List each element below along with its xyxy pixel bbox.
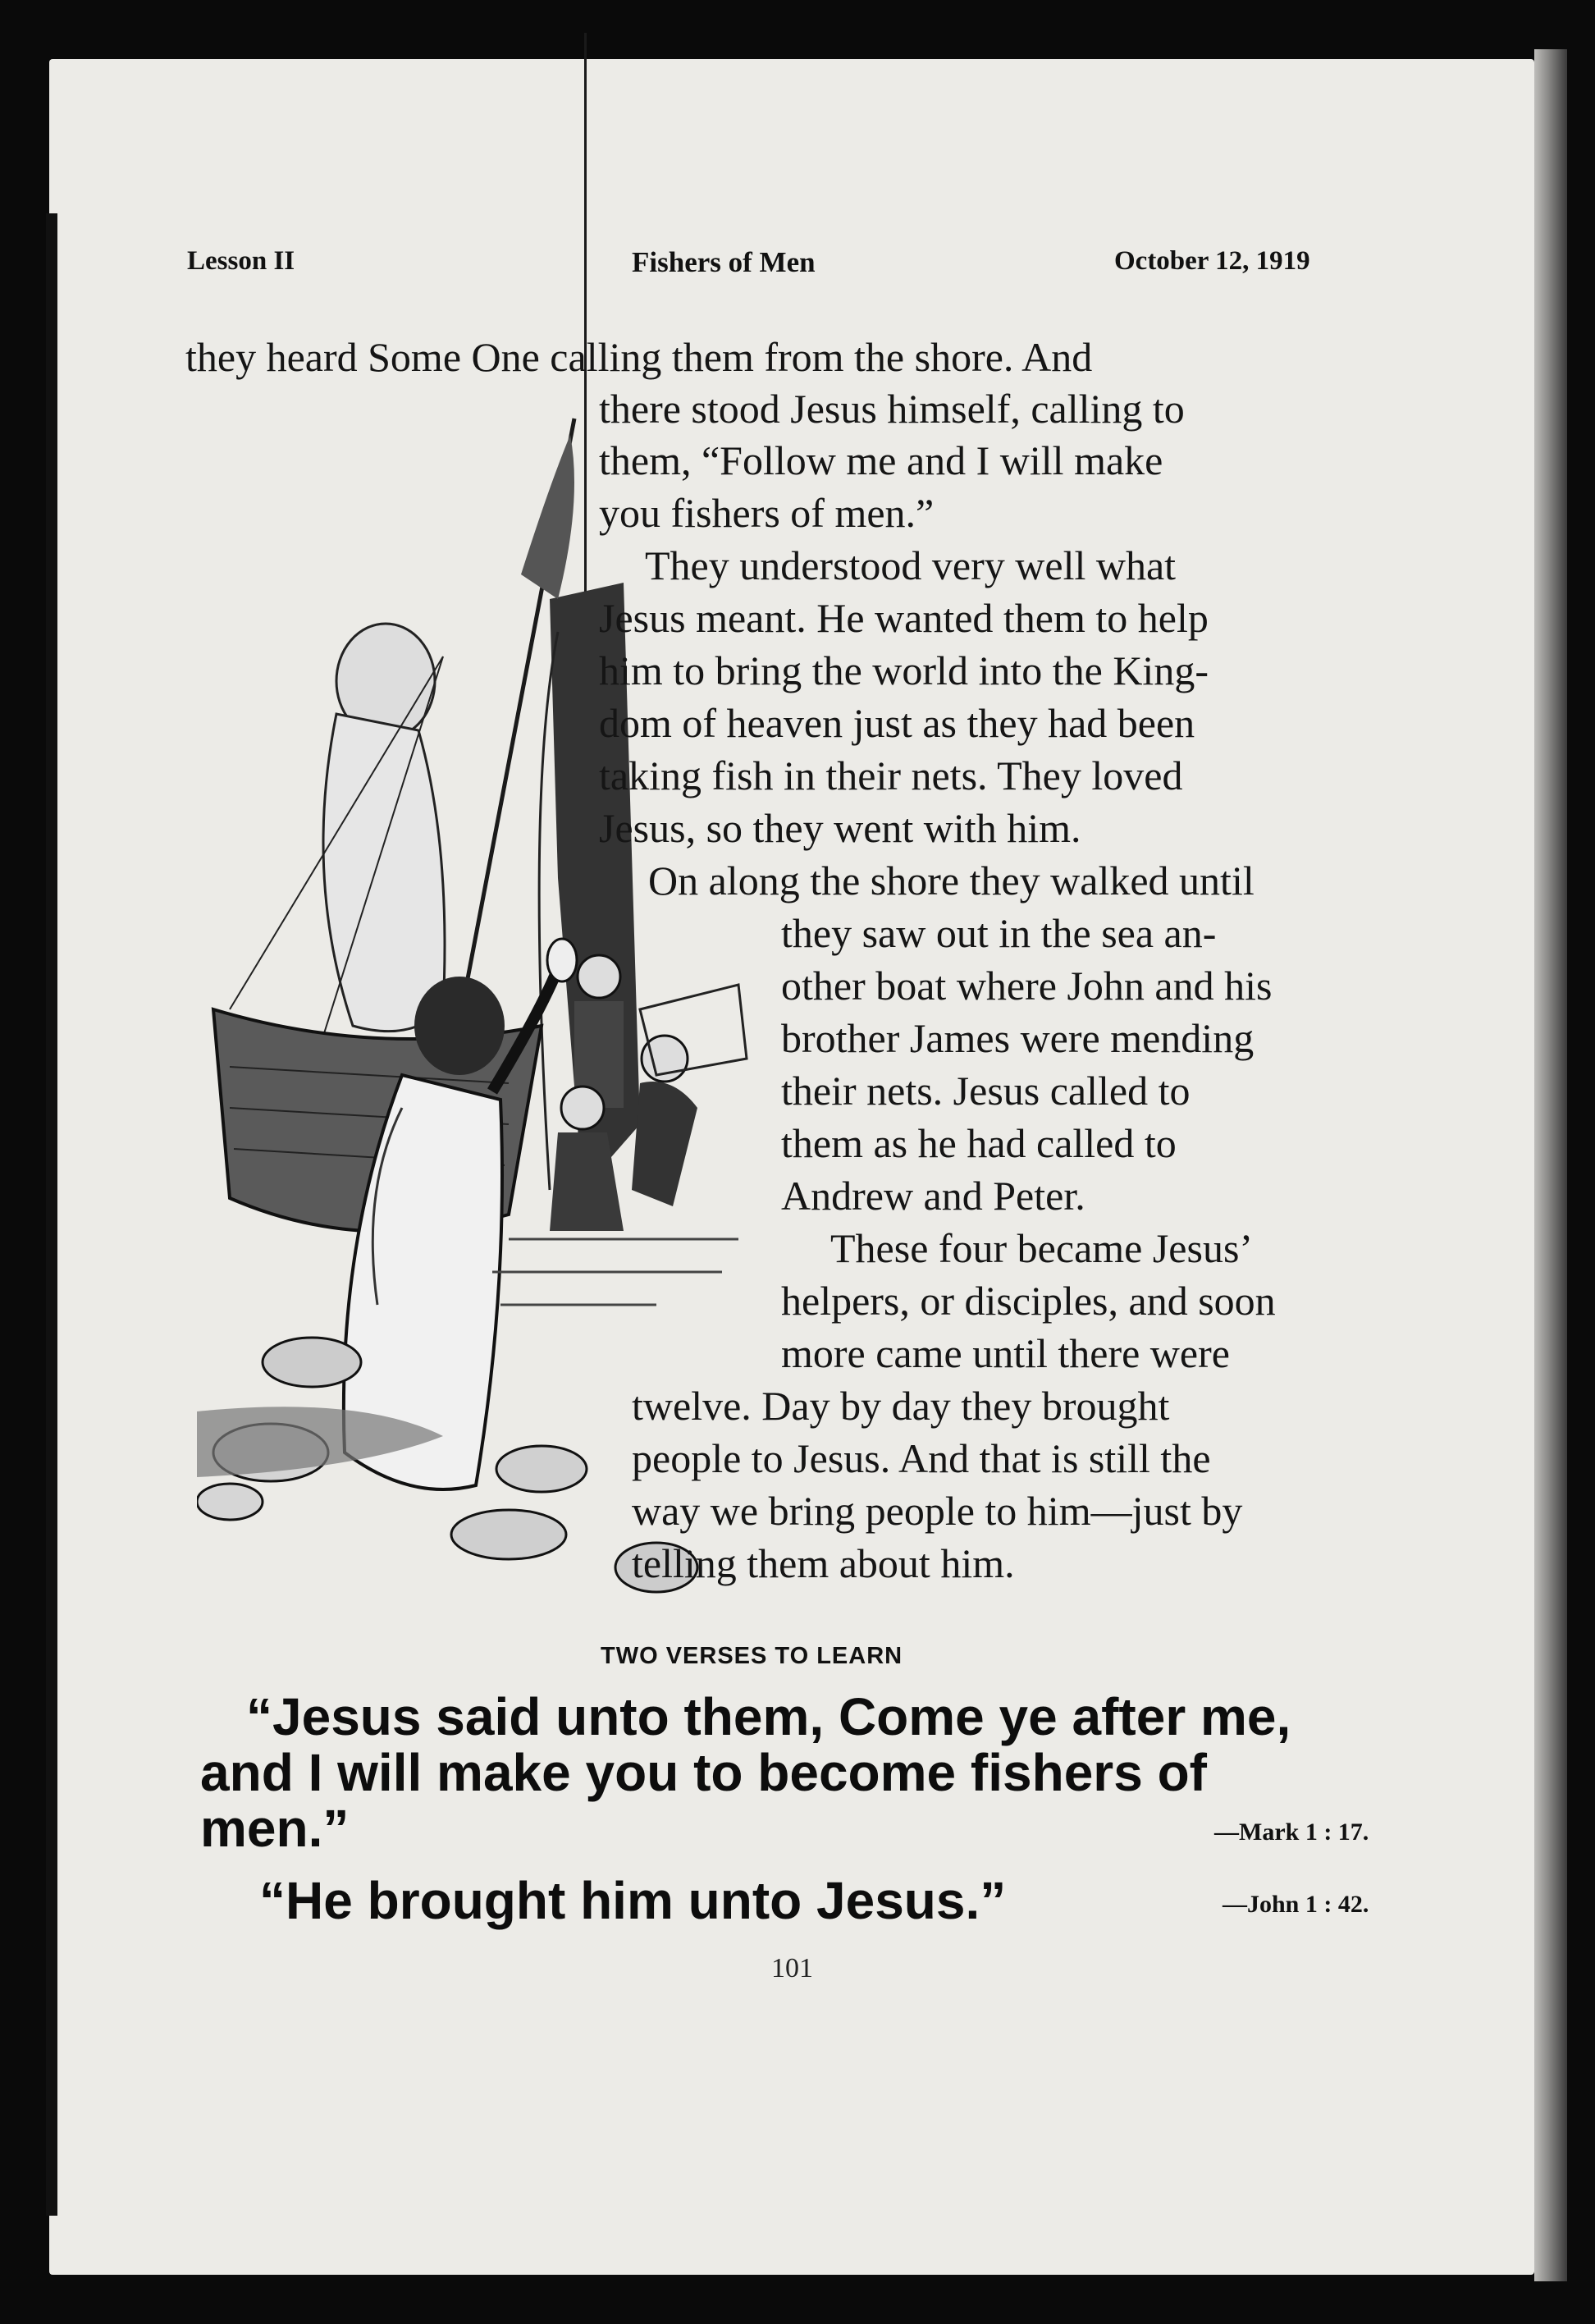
body-line: brother James were mending: [781, 1015, 1255, 1061]
verse-reference: —Mark 1 : 17.: [1214, 1818, 1369, 1846]
running-head-lesson: Lesson II: [187, 246, 295, 276]
body-line: Jesus meant. He wanted them to help: [599, 595, 1209, 641]
body-line: These four became Jesus’: [830, 1225, 1254, 1271]
binding-shadow: [46, 213, 57, 2216]
page-edge: [1534, 49, 1567, 2281]
body-line: they heard Some One calling them from the shore. And: [185, 334, 1093, 380]
body-line: dom of heaven just as they had been: [599, 700, 1195, 746]
body-line: Jesus, so they went with him.: [599, 805, 1081, 851]
verse-line: “He brought him unto Jesus.”: [259, 1871, 1007, 1930]
running-head-title: Fishers of Men: [632, 246, 816, 278]
verses-heading: TWO VERSES TO LEARN: [601, 1643, 903, 1669]
running-head-date: October 12, 1919: [1114, 246, 1310, 276]
body-line: On along the shore they walked until: [648, 858, 1255, 904]
page-number: 101: [771, 1953, 813, 1983]
body-line: way we bring people to him—just by: [632, 1488, 1243, 1534]
body-line: Andrew and Peter.: [781, 1173, 1085, 1219]
body-line: more came until there were: [781, 1330, 1230, 1376]
body-line: there stood Jesus himself, calling to: [599, 386, 1185, 432]
verse-line: and I will make you to become fishers of: [200, 1743, 1207, 1802]
verse-line: “Jesus said unto them, Come ye after me,: [246, 1687, 1291, 1746]
body-line: They understood very well what: [645, 542, 1177, 588]
body-line: other boat where John and his: [781, 963, 1273, 1009]
verse-line: men.”: [200, 1799, 350, 1858]
body-line: them as he had called to: [781, 1120, 1177, 1166]
body-line: telling them about him.: [632, 1540, 1015, 1586]
verse-reference: —John 1 : 42.: [1223, 1891, 1369, 1918]
body-line: him to bring the world into the King-: [599, 647, 1209, 693]
body-line: twelve. Day by day they brought: [632, 1383, 1170, 1429]
body-line: them, “Follow me and I will make: [599, 437, 1163, 483]
body-line: helpers, or disciples, and soon: [781, 1278, 1276, 1324]
body-line: you fishers of men.”: [599, 490, 935, 536]
body-line: taking fish in their nets. They loved: [599, 753, 1183, 798]
body-line: they saw out in the sea an-: [781, 910, 1217, 956]
body-line: their nets. Jesus called to: [781, 1068, 1191, 1114]
body-line: people to Jesus. And that is still the: [632, 1435, 1211, 1481]
